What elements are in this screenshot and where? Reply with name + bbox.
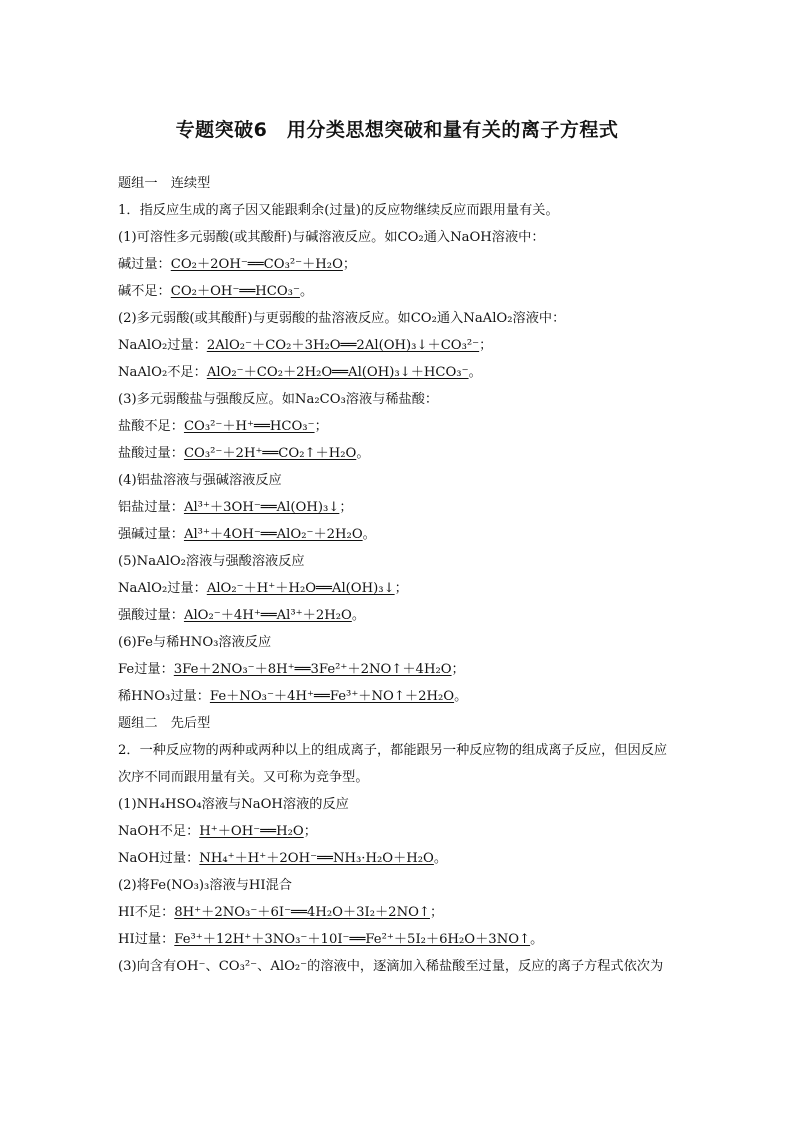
condition-label: HI过量： — [118, 932, 175, 947]
ionic-equation: H⁺＋OH⁻══H₂O — [199, 824, 304, 839]
condition-label: NaAlO₂过量： — [118, 338, 207, 353]
condition-label: 铝盐过量： — [118, 500, 184, 515]
equation-line — [118, 683, 678, 710]
equation-line — [118, 251, 678, 278]
ionic-equation: AlO₂⁻＋H⁺＋H₂O══Al(OH)₃↓ — [206, 581, 395, 596]
condition-label: 稀HNO₃过量： — [118, 689, 210, 704]
punctuation: ； — [394, 581, 408, 596]
equation-line — [118, 332, 678, 359]
text-line: (1)可溶性多元弱酸(或其酸酐)与碱溶液反应。如CO₂通入NaOH溶液中： — [118, 230, 545, 245]
text-line: (4)铝盐溶液与强碱溶液反应 — [118, 473, 282, 488]
equation-line — [118, 926, 678, 953]
text-line: (1)NH₄HSO₄溶液与NaOH溶液的反应 — [118, 797, 349, 812]
punctuation: ； — [479, 338, 493, 353]
ionic-equation: 3Fe＋2NO₃⁻＋8H⁺══3Fe²⁺＋2NO↑＋4H₂O — [173, 662, 452, 677]
punctuation: 。 — [362, 527, 376, 542]
paragraph: 2．一种反应物的两种或两种以上的组成离子，都能跟另一种反应物的组成离子反应，但因反应次序不同而跟用量有关。又可称为竞争型。 — [118, 743, 668, 785]
ionic-equation: AlO₂⁻＋4H⁺══Al³⁺＋2H₂O — [183, 608, 352, 623]
condition-label: HI不足： — [118, 905, 175, 920]
equation-line — [118, 845, 678, 872]
text-line: 1．指反应生成的离子因又能跟剩余(过量)的反应物继续反应而跟用量有关。 — [118, 203, 559, 218]
ionic-equation: 8H⁺＋2NO₃⁻＋6I⁻══4H₂O＋3I₂＋2NO↑ — [174, 905, 430, 920]
ionic-equation: CO₃²⁻＋H⁺══HCO₃⁻ — [183, 419, 315, 434]
ionic-equation: AlO₂⁻＋CO₂＋2H₂O══Al(OH)₃↓＋HCO₃⁻ — [206, 365, 469, 380]
equation-line — [118, 575, 678, 602]
condition-label: NaOH不足： — [118, 824, 200, 839]
equation-line — [118, 521, 678, 548]
document-body — [118, 170, 678, 980]
ionic-equation: Al³⁺＋4OH⁻══AlO₂⁻＋2H₂O — [183, 527, 363, 542]
equation-line — [118, 359, 678, 386]
punctuation: ； — [342, 257, 357, 272]
equation-line — [118, 413, 678, 440]
condition-label: NaAlO₂过量： — [118, 581, 207, 596]
punctuation: 。 — [433, 851, 448, 866]
ionic-equation: CO₃²⁻＋2H⁺══CO₂↑＋H₂O — [183, 446, 357, 461]
text-line: (6)Fe与稀HNO₃溶液反应 — [118, 635, 272, 650]
text-line: (2)多元弱酸(或其酸酐)与更弱酸的盐溶液反应。如CO₂通入NaAlO₂溶液中： — [118, 311, 566, 326]
equation-line — [118, 494, 678, 521]
equation-line — [118, 899, 678, 926]
punctuation: 。 — [351, 608, 366, 623]
punctuation: ； — [339, 500, 353, 515]
punctuation: ； — [314, 419, 328, 434]
punctuation: 。 — [454, 689, 468, 704]
paragraph: (3)向含有OH⁻、CO₃²⁻、AlO₂⁻的溶液中，逐滴加入稀盐酸至过量，反应的离子方程式依次为 — [118, 959, 664, 974]
condition-label: 盐酸过量： — [118, 446, 184, 461]
ionic-equation: Al³⁺＋3OH⁻══Al(OH)₃↓ — [183, 500, 340, 515]
condition-label: 碱不足： — [118, 284, 171, 299]
text-line: (2)将Fe(NO₃)₃溶液与HI混合 — [118, 878, 292, 893]
text-line: (5)NaAlO₂溶液与强酸溶液反应 — [118, 554, 305, 569]
punctuation: 。 — [530, 932, 544, 947]
condition-label: NaOH过量： — [118, 851, 200, 866]
condition-label: NaAlO₂不足： — [118, 365, 207, 380]
condition-label: 强碱过量： — [118, 527, 184, 542]
equation-line — [118, 278, 678, 305]
section-heading: 题组二 先后型 — [118, 716, 211, 731]
condition-label: 盐酸不足： — [118, 419, 184, 434]
ionic-equation: Fe＋NO₃⁻＋4H⁺══Fe³⁺＋NO↑＋2H₂O — [209, 689, 455, 704]
equation-line — [118, 818, 678, 845]
punctuation: 。 — [468, 365, 482, 380]
punctuation: 。 — [356, 446, 370, 461]
punctuation: ； — [429, 905, 444, 920]
punctuation: 。 — [299, 284, 314, 299]
section-heading: 题组一 连续型 — [118, 176, 211, 191]
text-line: (3)多元弱酸盐与强酸反应。如Na₂CO₃溶液与稀盐酸： — [118, 392, 439, 407]
equation-line — [118, 656, 678, 683]
page-title: 专题突破6 用分类思想突破和量有关的离子方程式 — [175, 119, 619, 141]
condition-label: 碱过量： — [118, 257, 171, 272]
ionic-equation: NH₄⁺＋H⁺＋2OH⁻══NH₃·H₂O＋H₂O — [199, 851, 434, 866]
ionic-equation: CO₂＋2OH⁻══CO₃²⁻＋H₂O — [170, 257, 343, 272]
punctuation: ； — [451, 662, 465, 677]
ionic-equation: Fe³⁺＋12H⁺＋3NO₃⁻＋10I⁻══Fe²⁺＋5I₂＋6H₂O＋3NO↑ — [174, 932, 531, 947]
ionic-equation: 2AlO₂⁻＋CO₂＋3H₂O══2Al(OH)₃↓＋CO₃²⁻ — [206, 338, 480, 353]
equation-line — [118, 440, 678, 467]
condition-label: Fe过量： — [118, 662, 174, 677]
equation-line — [118, 602, 678, 629]
punctuation: ； — [303, 824, 317, 839]
ionic-equation: CO₂＋OH⁻══HCO₃⁻ — [170, 284, 300, 299]
condition-label: 强酸过量： — [118, 608, 184, 623]
